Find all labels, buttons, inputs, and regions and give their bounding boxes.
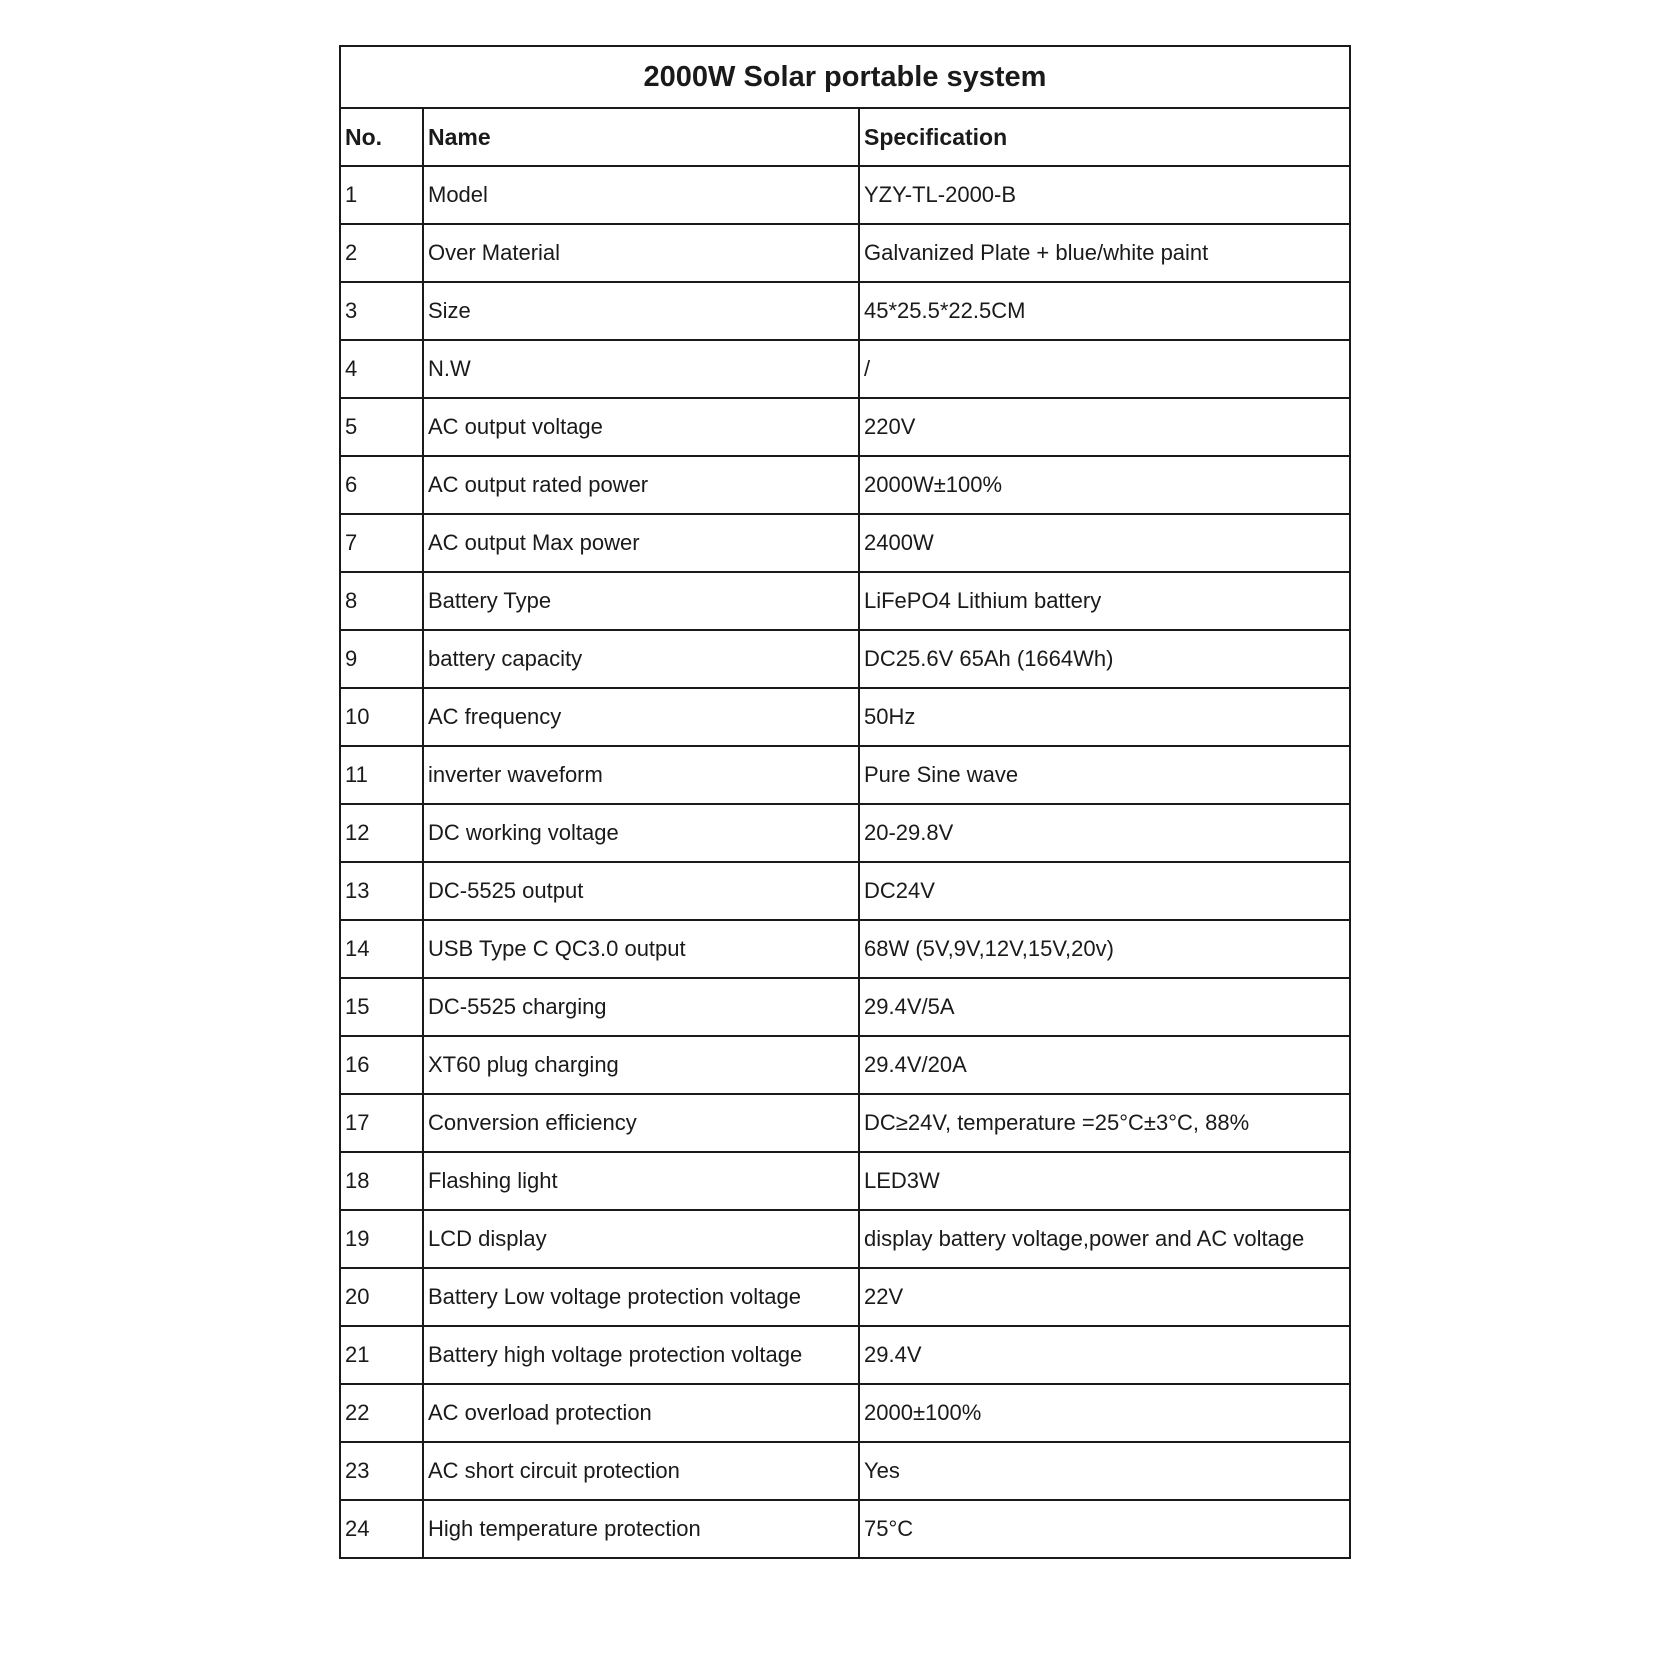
row-specification-cell: 29.4V <box>859 1326 1350 1384</box>
row-specification-cell: 220V <box>859 398 1350 456</box>
row-number-cell: 6 <box>340 456 423 514</box>
row-specification-cell: 2000±100% <box>859 1384 1350 1442</box>
table-row <box>340 978 1350 1036</box>
spec-table <box>339 45 1351 1559</box>
table-row <box>340 862 1350 920</box>
table-row <box>340 1500 1350 1558</box>
row-name-cell: Flashing light <box>423 1152 859 1210</box>
row-number-cell: 17 <box>340 1094 423 1152</box>
row-name-cell: N.W <box>423 340 859 398</box>
row-specification-cell: 68W (5V,9V,12V,15V,20v) <box>859 920 1350 978</box>
title-row <box>340 46 1350 108</box>
row-name-cell: Size <box>423 282 859 340</box>
table-row <box>340 572 1350 630</box>
row-specification-cell: LED3W <box>859 1152 1350 1210</box>
table-row <box>340 282 1350 340</box>
row-name-cell: Over Material <box>423 224 859 282</box>
row-specification-cell: display battery voltage,power and AC voltage <box>859 1210 1350 1268</box>
table-row <box>340 1442 1350 1500</box>
row-name-cell: LCD display <box>423 1210 859 1268</box>
table-row <box>340 514 1350 572</box>
table-row <box>340 1036 1350 1094</box>
row-specification-cell: 29.4V/20A <box>859 1036 1350 1094</box>
row-specification-cell: 2400W <box>859 514 1350 572</box>
row-number-cell: 9 <box>340 630 423 688</box>
row-specification-cell: 20-29.8V <box>859 804 1350 862</box>
row-number-cell: 8 <box>340 572 423 630</box>
row-specification-cell: 75°C <box>859 1500 1350 1558</box>
row-number-cell: 23 <box>340 1442 423 1500</box>
row-name-cell: Conversion efficiency <box>423 1094 859 1152</box>
row-number-cell: 7 <box>340 514 423 572</box>
table-title: 2000W Solar portable system <box>340 46 1350 108</box>
table-row <box>340 746 1350 804</box>
row-number-cell: 16 <box>340 1036 423 1094</box>
row-name-cell: DC-5525 charging <box>423 978 859 1036</box>
row-specification-cell: 45*25.5*22.5CM <box>859 282 1350 340</box>
row-number-cell: 21 <box>340 1326 423 1384</box>
row-specification-cell: 29.4V/5A <box>859 978 1350 1036</box>
row-name-cell: Battery Type <box>423 572 859 630</box>
row-number-cell: 18 <box>340 1152 423 1210</box>
table-row <box>340 920 1350 978</box>
column-header-no: No. <box>340 108 423 166</box>
table-row <box>340 1326 1350 1384</box>
row-name-cell: Battery Low voltage protection voltage <box>423 1268 859 1326</box>
row-specification-cell: 50Hz <box>859 688 1350 746</box>
column-header-specification: Specification <box>859 108 1350 166</box>
row-name-cell: battery capacity <box>423 630 859 688</box>
column-header-name: Name <box>423 108 859 166</box>
row-number-cell: 4 <box>340 340 423 398</box>
row-specification-cell: 22V <box>859 1268 1350 1326</box>
table-row <box>340 1384 1350 1442</box>
table-row <box>340 1268 1350 1326</box>
row-specification-cell: Pure Sine wave <box>859 746 1350 804</box>
row-specification-cell: / <box>859 340 1350 398</box>
row-number-cell: 19 <box>340 1210 423 1268</box>
table-row <box>340 398 1350 456</box>
row-name-cell: AC frequency <box>423 688 859 746</box>
row-number-cell: 22 <box>340 1384 423 1442</box>
row-specification-cell: DC25.6V 65Ah (1664Wh) <box>859 630 1350 688</box>
row-specification-cell: DC24V <box>859 862 1350 920</box>
row-name-cell: Model <box>423 166 859 224</box>
spec-table-body <box>340 46 1350 1558</box>
row-name-cell: AC output rated power <box>423 456 859 514</box>
table-row <box>340 166 1350 224</box>
table-row <box>340 804 1350 862</box>
row-specification-cell: LiFePO4 Lithium battery <box>859 572 1350 630</box>
row-name-cell: High temperature protection <box>423 1500 859 1558</box>
row-name-cell: AC overload protection <box>423 1384 859 1442</box>
table-row <box>340 688 1350 746</box>
row-name-cell: USB Type C QC3.0 output <box>423 920 859 978</box>
table-row <box>340 630 1350 688</box>
row-number-cell: 20 <box>340 1268 423 1326</box>
row-specification-cell: 2000W±100% <box>859 456 1350 514</box>
table-row <box>340 340 1350 398</box>
row-specification-cell: DC≥24V, temperature =25°C±3°C, 88% <box>859 1094 1350 1152</box>
row-name-cell: DC working voltage <box>423 804 859 862</box>
row-number-cell: 10 <box>340 688 423 746</box>
row-name-cell: DC-5525 output <box>423 862 859 920</box>
row-number-cell: 13 <box>340 862 423 920</box>
table-row <box>340 1094 1350 1152</box>
row-number-cell: 24 <box>340 1500 423 1558</box>
row-name-cell: AC short circuit protection <box>423 1442 859 1500</box>
header-row <box>340 108 1350 166</box>
row-number-cell: 2 <box>340 224 423 282</box>
table-row <box>340 224 1350 282</box>
row-name-cell: AC output voltage <box>423 398 859 456</box>
row-number-cell: 5 <box>340 398 423 456</box>
table-row <box>340 1210 1350 1268</box>
row-name-cell: XT60 plug charging <box>423 1036 859 1094</box>
row-specification-cell: Galvanized Plate + blue/white paint <box>859 224 1350 282</box>
row-specification-cell: YZY-TL-2000-B <box>859 166 1350 224</box>
row-number-cell: 11 <box>340 746 423 804</box>
row-number-cell: 3 <box>340 282 423 340</box>
row-number-cell: 12 <box>340 804 423 862</box>
table-row <box>340 456 1350 514</box>
spec-sheet <box>339 45 1349 1559</box>
row-name-cell: AC output Max power <box>423 514 859 572</box>
row-number-cell: 14 <box>340 920 423 978</box>
table-row <box>340 1152 1350 1210</box>
row-number-cell: 1 <box>340 166 423 224</box>
row-name-cell: inverter waveform <box>423 746 859 804</box>
row-name-cell: Battery high voltage protection voltage <box>423 1326 859 1384</box>
row-specification-cell: Yes <box>859 1442 1350 1500</box>
row-number-cell: 15 <box>340 978 423 1036</box>
